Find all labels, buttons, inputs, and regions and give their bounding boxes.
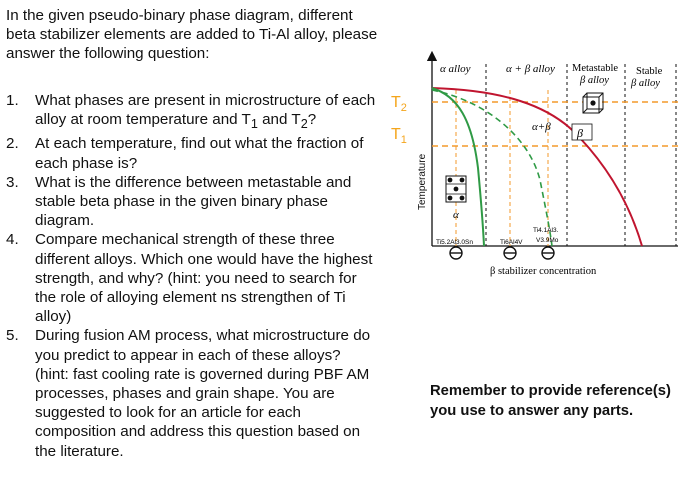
region-label-metastable-1: Metastable [572, 63, 619, 74]
reminder-note: Remember to provide reference(s) you use to answer any parts. [430, 383, 671, 419]
alpha-boundary-curve [432, 88, 484, 246]
martensite-curve [432, 90, 552, 246]
question-text: During fusion AM process, what microstructure do you predict to appear in each of these alloys? (hint: fast cooling rate is governed during PBF AM processes, phases and grain shape. You are suggested to look for an article for each composition and address this question based on the literature. [35, 327, 371, 460]
question-text: What is the difference between metastable and stable beta phase in the given binary phase diagram. [35, 173, 352, 230]
region-label-stable-1: Stable [636, 66, 663, 77]
question-list [6, 91, 378, 461]
question-number: 5. [6, 327, 19, 345]
question-number: 3. [6, 173, 19, 191]
phase-label-beta: β [577, 126, 583, 140]
question-4 [6, 230, 378, 326]
region-label-metastable-2: β alloy [580, 75, 609, 86]
question-text: At each temperature, find out what the fraction of each phase is? [35, 135, 364, 172]
hcp-cell-icon [446, 176, 466, 202]
alloy2-marker [504, 247, 516, 259]
question-number: 2. [6, 135, 19, 153]
question-3 [6, 173, 378, 231]
alloy3-marker [542, 247, 554, 259]
t1-label: $T_1$ [391, 126, 407, 146]
beta-transus-curve [432, 88, 642, 246]
y-axis-label: Temperature [417, 153, 428, 210]
alloy1-label: Ti5.2Al3.0Sn [436, 239, 473, 246]
question-5 [6, 326, 378, 460]
question-text: What phases are present in microstructure of each alloy at room temperature and $T_1$ and $T_2$? [35, 92, 376, 132]
region-label-stable-2: β alloy [631, 78, 660, 89]
question-2 [6, 134, 378, 172]
bcc-cell-icon [583, 93, 603, 113]
region-label-alpha: α alloy [440, 63, 471, 75]
question-number: 4. [6, 231, 19, 249]
alloy1-marker [450, 247, 462, 259]
phase-label-alpha-beta: α+β [532, 121, 551, 133]
question-1 [6, 91, 378, 134]
intro-paragraph: In the given pseudo-binary phase diagram, different beta stabilizer elements are added to Ti-Al alloy, please answer the following question: [6, 7, 378, 63]
alloy3-label-1: Ti4.1Al3. [533, 227, 559, 234]
question-number: 1. [6, 92, 19, 109]
region-label-alpha-beta: α + β alloy [506, 63, 555, 75]
alloy3-label-2: V3.9Mo [536, 237, 559, 244]
t2-label: $T_2$ [391, 94, 407, 114]
question-text: Compare mechanical strength of these three different alloys. Which one would have the highest strength, and why? (hint: you need to search for the role of alloying element ns strengthen of Ti alloy) [35, 231, 373, 326]
alloy2-label: Ti6Al4V [500, 239, 523, 246]
phase-label-alpha: α [453, 209, 459, 221]
phase-diagram [380, 50, 680, 290]
x-axis-label: β stabilizer concentration [490, 266, 597, 277]
